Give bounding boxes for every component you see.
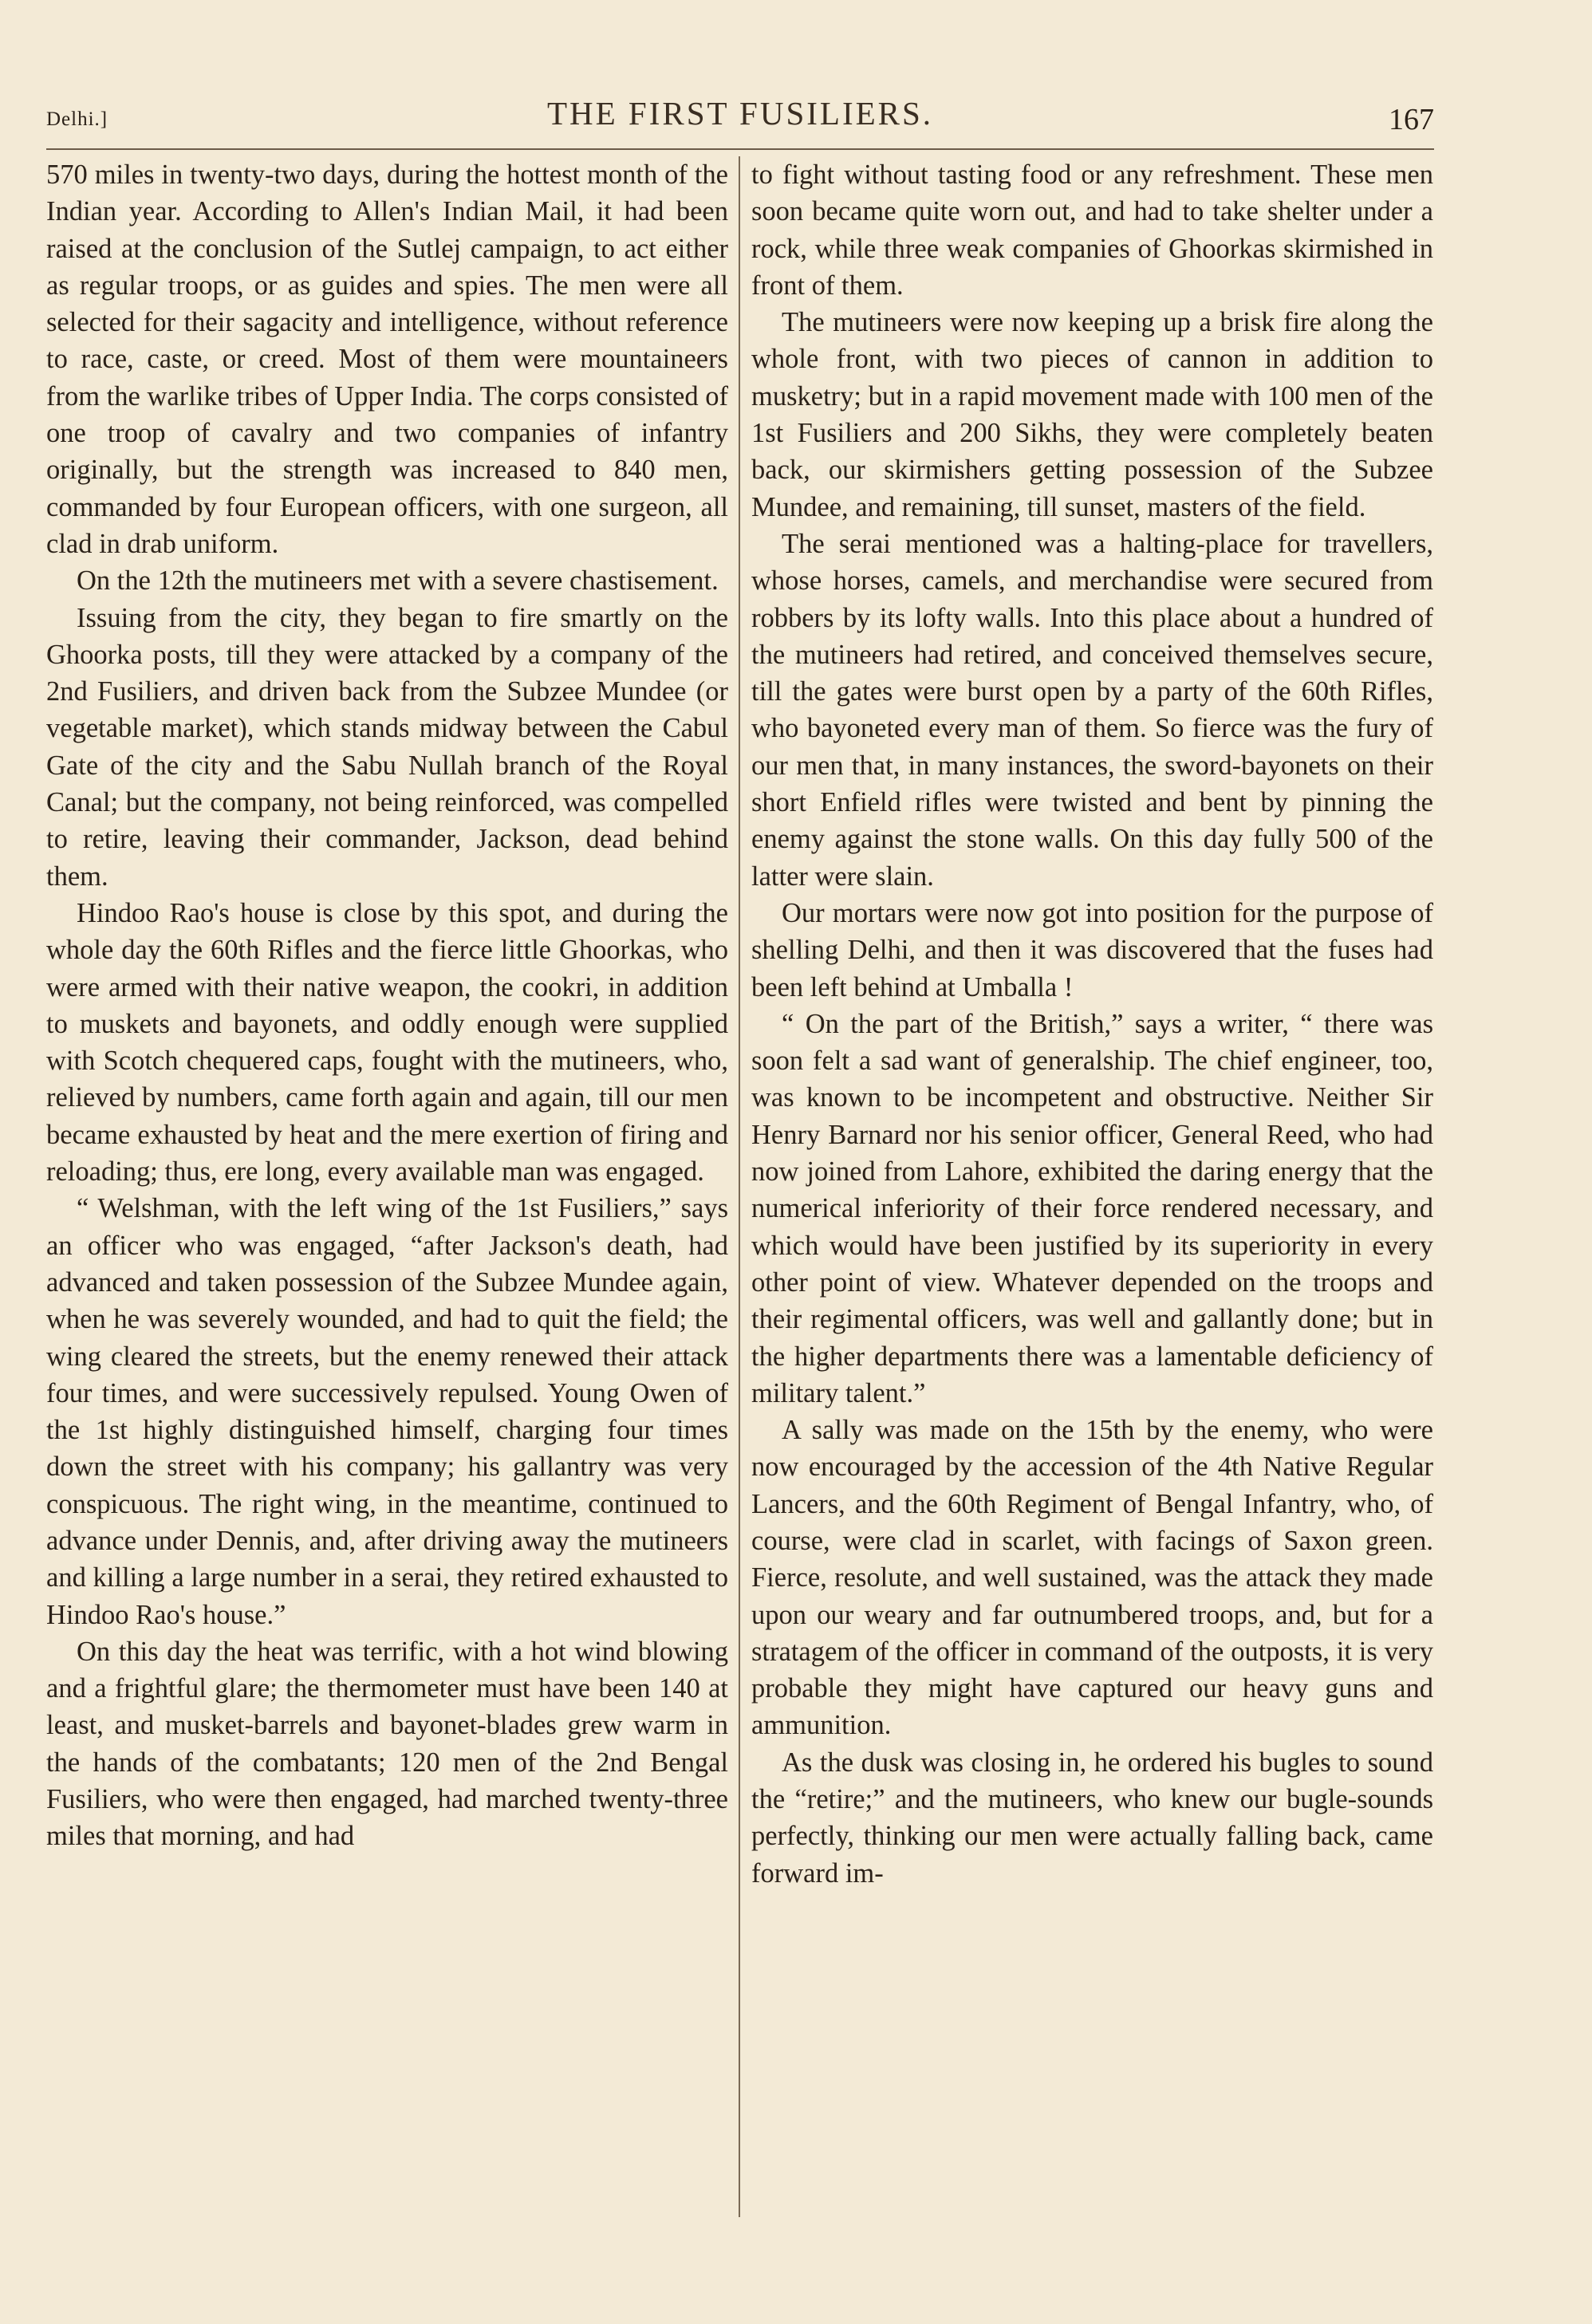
paragraph: to fight without tasting food or any refreshment. These men soon became quite worn out, and had to take shelter under a rock, while three weak companies of Ghoorkas skirmished in front of them. <box>751 160 1433 301</box>
paragraph: Issuing from the city, they began to fire smartly on the Ghoorka posts, till they were attacked by a company of the 2nd Fusiliers, and driven back from the Subzee Mundee (or vegetable market), which stands midway between the Cabul Gate of the city and the Sabu Nullah branch of the Royal Canal; but the company, not being reinforced, was compelled to retire, leaving their commander, Jackson, dead behind them. <box>46 602 728 892</box>
chapter-location-tag: Delhi.] <box>46 108 108 130</box>
paragraph: “ On the part of the British,” says a writer, “ there was soon felt a sad want of generalship. The chief engineer, too, was known to be incompetent and obstructive. Neither Sir Henry Barnard nor his senior officer, General Reed, who had now joined from Lahore, exhibited the daring energy that the numerical inferiority of their force rendered necessary, and which would have been justified by its superiority in every other point of view. Whatever depended on the troops and their regimental officers, was well and gallantly done; but in the higher departments there was a lamentable deficiency of military talent.” <box>751 1008 1433 1408</box>
page-number: 167 <box>1389 103 1434 136</box>
header-divider <box>46 148 1434 150</box>
paragraph: As the dusk was closing in, he ordered his bugles to sound the “retire;” and the mutineers, who knew our bugle-sounds perfectly, thinking our men were actually falling back, came forward im- <box>751 1747 1433 1889</box>
left-text-column <box>46 156 728 1855</box>
paragraph: On this day the heat was terrific, with a hot wind blowing and a frightful glare; the thermometer must have been 140 at least, and musket-barrels and bayonet-blades grew warm in the hands of the combatants; 120 men of the 2nd Bengal Fusiliers, who were then engaged, had marched twenty-three miles that morning, and had <box>46 1636 728 1852</box>
running-head <box>46 89 1434 145</box>
paragraph: “ Welshman, with the left wing of the 1st Fusiliers,” says an officer who was engaged, “after Jackson's death, had advanced and taken possession of the Subzee Mundee again, when he was severely wounded, and had to quit the field; the wing cleared the streets, but the enemy renewed their attack four times, and were successively repulsed. Young Owen of the 1st highly distinguished himself, charging four times down the street with his company; his gallantry was very conspicuous. The right wing, in the meantime, continued to advance under Dennis, and, after driving away the mutineers and killing a large number in a serai, they retired exhausted to Hindoo Rao's house.” <box>46 1193 728 1630</box>
paragraph: The serai mentioned was a halting-place for travellers, whose horses, camels, and merchandise were secured from robbers by its lofty walls. Into this place about a hundred of the mutineers had retired, and conceived themselves secure, till the gates were burst open by a party of the 60th Rifles, who bayoneted every man of them. So fierce was the fury of our men that, in many instances, the sword-bayonets on their short Enfield rifles were twisted and bent by pinning the enemy against the stone walls. On this day fully 500 of the latter were slain. <box>751 528 1433 892</box>
paragraph: The mutineers were now keeping up a brisk fire along the whole front, with two pieces of cannon in addition to musketry; but in a rapid movement made with 100 men of the 1st Fusiliers and 200 Sikhs, they were completely beaten back, our skirmishers getting possession of the Subzee Mundee, and remaining, till sunset, masters of the field. <box>751 307 1433 522</box>
column-divider <box>739 156 740 2217</box>
page-title: THE FIRST FUSILIERS. <box>546 95 934 132</box>
paragraph: A sally was made on the 15th by the enemy, who were now encouraged by the accession of the 4th Native Regular Lancers, and the 60th Regiment of Bengal Infantry, who, of course, were clad in scarlet, with facings of Saxon green. Fierce, resolute, and well sustained, was the attack they made upon our weary and far outnumbered troops, and, but for a stratagem of the officer in command of the outposts, it is very probable they might have captured our heavy guns and ammunition. <box>751 1415 1433 1741</box>
right-text-column <box>751 156 1433 1892</box>
paragraph: 570 miles in twenty-two days, during the hottest month of the Indian year. According to Allen's Indian Mail, it had been raised at the conclusion of the Sutlej campaign, to act either as regular troops, or as guides and spies. The men were all selected for their sagacity and intelligence, without reference to race, caste, or creed. Most of them were mountaineers from the warlike tribes of Upper India. The corps consisted of one troop of cavalry and two companies of infantry originally, but the strength was increased to 840 men, commanded by four European officers, with one surgeon, all clad in drab uniform. <box>46 160 728 559</box>
paragraph: On the 12th the mutineers met with a severe chastisement. <box>77 565 719 597</box>
paragraph: Hindoo Rao's house is close by this spot, and during the whole day the 60th Rifles and the fierce little Ghoorkas, who were armed with their native weapon, the cookri, in addition to muskets and bayonets, and oddly enough were supplied with Scotch chequered caps, fought with the mutineers, who, relieved by numbers, came forth again and again, till our men became exhausted by heat and the mere exertion of firing and reloading; thus, ere long, every available man was engaged. <box>46 897 728 1188</box>
paragraph: Our mortars were now got into position for the purpose of shelling Delhi, and then it was discovered that the fuses had been left behind at Umballa ! <box>751 897 1433 1002</box>
